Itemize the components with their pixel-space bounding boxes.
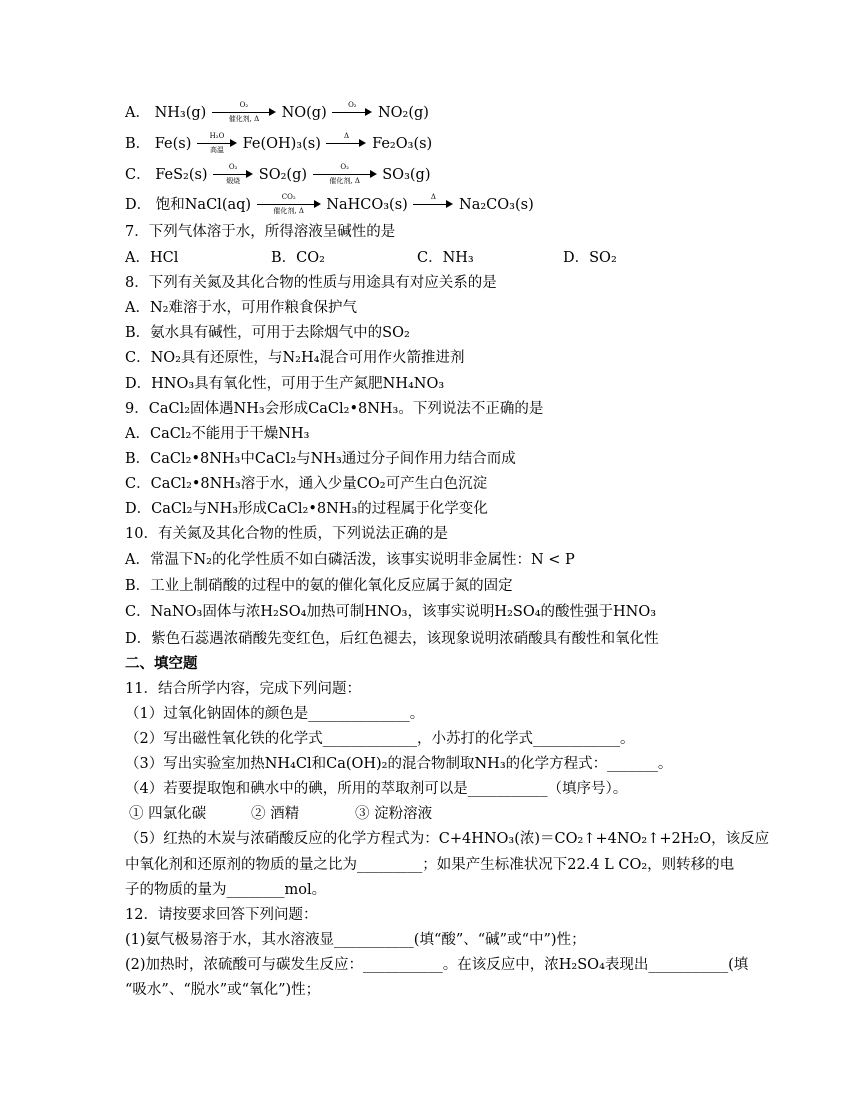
q10-option-c: C．NaNO₃固体与浓H₂SO₄加热可制HNO₃，该事实说明H₂SO₄的酸性强于HNO₃ [125, 604, 657, 620]
q11-part-5-cont: 中氧化剂和还原剂的物质的量之比为_________；如果产生标准状况下22.4 L CO₂，则转移的电 [125, 857, 735, 873]
q6-option-a [125, 103, 429, 123]
reaction-arrow: O₂ 催化剂, Δ [313, 165, 377, 185]
reactant: 饱和NaCl(aq) [155, 197, 252, 213]
q11-choice-3: ③ 淀粉溶液 [355, 806, 433, 822]
q8-stem: 8．下列有关氮及其化合物的性质与用途具有对应关系的是 [125, 275, 497, 291]
intermediate: Fe(OH)₃(s) [242, 136, 321, 152]
q11-stem: 11．结合所学内容，完成下列问题： [125, 681, 361, 697]
q9-option-a: A．CaCl₂不能用于干燥NH₃ [125, 426, 310, 442]
option-label: A． [125, 105, 150, 121]
reaction-arrow: CO₂ 催化剂, Δ [257, 195, 321, 215]
product: Na₂CO₃(s) [459, 197, 534, 213]
q6-option-d [125, 195, 534, 215]
q9-stem: 9．CaCl₂固体遇NH₃会形成CaCl₂•8NH₃。下列说法不正确的是 [125, 401, 544, 417]
reactant: FeS₂(s) [155, 167, 208, 183]
q12-stem: 12．请按要求回答下列问题： [125, 907, 318, 923]
q12-part-2: (2)加热时，浓硫酸可与碳发生反应：___________。在该反应中，浓H₂SO₄表现出___________(填 [125, 957, 749, 973]
option-label: B． [125, 136, 151, 152]
q7-option-c: C．NH₃ [417, 250, 474, 266]
intermediate: NO(g) [281, 105, 327, 121]
q9-option-b: B．CaCl₂•8NH₃中CaCl₂与NH₃通过分子间作用力结合而成 [125, 451, 516, 467]
product: SO₃(g) [382, 167, 431, 183]
q7-option-d: D．SO₂ [563, 250, 617, 266]
reaction-arrow: Δ [326, 134, 366, 154]
q11-choice-2: ② 酒精 [251, 806, 300, 822]
q7-option-b: B．CO₂ [271, 250, 325, 266]
q11-part-4: （4）若要提取饱和碘水中的碘，所用的萃取剂可以是___________（填序号）。 [125, 781, 628, 797]
reaction-arrow: H₂O 高温 [197, 134, 237, 154]
product: NO₂(g) [377, 105, 429, 121]
q11-part-2: （2）写出磁性氧化铁的化学式_____________，小苏打的化学式____________。 [125, 731, 635, 747]
q8-option-c: C．NO₂具有还原性，与N₂H₄混合可用作火箭推进剂 [125, 350, 465, 366]
intermediate: SO₂(g) [258, 167, 308, 183]
intermediate: NaHCO₃(s) [326, 197, 408, 213]
q8-option-a: A．N₂难溶于水，可用作粮食保护气 [125, 300, 357, 316]
q8-option-b: B．氨水具有碱性，可用于去除烟气中的SO₂ [125, 325, 410, 341]
option-label: D． [125, 197, 152, 213]
reaction-arrow: O₂ 煅烧 [213, 165, 253, 185]
reactant: Fe(s) [154, 136, 192, 152]
q8-option-d: D．HNO₃具有氧化性，可用于生产氮肥NH₄NO₃ [125, 376, 445, 392]
q11-part-5-end: 子的物质的量为________mol。 [125, 882, 327, 898]
q10-stem: 10．有关氮及其化合物的性质，下列说法正确的是 [125, 526, 448, 542]
q11-choice-1: ① 四氯化碳 [129, 806, 207, 822]
reaction-arrow: O₂ [332, 103, 372, 123]
q11-part-1: （1）过氧化钠固体的颜色是______________。 [125, 706, 425, 722]
q10-option-d: D．紫色石蕊遇浓硝酸先变红色，后红色褪去，该现象说明浓硝酸具有酸性和氧化性 [125, 631, 659, 647]
reaction-arrow: O₂ 催化剂, Δ [212, 103, 276, 123]
q11-part-3: （3）写出实验室加热NH₄Cl和Ca(OH)₂的混合物制取NH₃的化学方程式：_______。 [125, 756, 673, 772]
reaction-arrow: Δ [413, 195, 453, 215]
section-heading: 二、填空题 [125, 655, 198, 672]
q6-option-c [125, 165, 430, 185]
option-label: C． [125, 167, 151, 183]
q10-option-a: A．常温下N₂的化学性质不如白磷活泼，该事实说明非金属性：N < P [125, 552, 575, 568]
q12-part-2-cont: “吸水”、“脱水”或“氧化”)性； [125, 982, 321, 998]
q7-stem: 7．下列气体溶于水，所得溶液呈碱性的是 [125, 224, 396, 240]
q9-option-c: C．CaCl₂•8NH₃溶于水，通入少量CO₂可产生白色沉淀 [125, 476, 488, 492]
q7-option-a: A．HCl [125, 250, 179, 266]
q10-option-b: B．工业上制硝酸的过程中的氨的催化氧化反应属于氮的固定 [125, 578, 513, 594]
reactant: NH₃(g) [154, 105, 207, 121]
q6-option-b [125, 134, 432, 154]
q11-part-5: （5）红热的木炭与浓硝酸反应的化学方程式为：C+4HNO₃(浓)＝CO₂↑+4NO₂↑+2H₂O，该反应 [125, 831, 770, 847]
q12-part-1: (1)氨气极易溶于水，其水溶液显___________(填“酸”、“碱”或“中”)性； [125, 932, 586, 948]
q9-option-d: D．CaCl₂与NH₃形成CaCl₂•8NH₃的过程属于化学变化 [125, 501, 488, 517]
product: Fe₂O₃(s) [372, 136, 433, 152]
